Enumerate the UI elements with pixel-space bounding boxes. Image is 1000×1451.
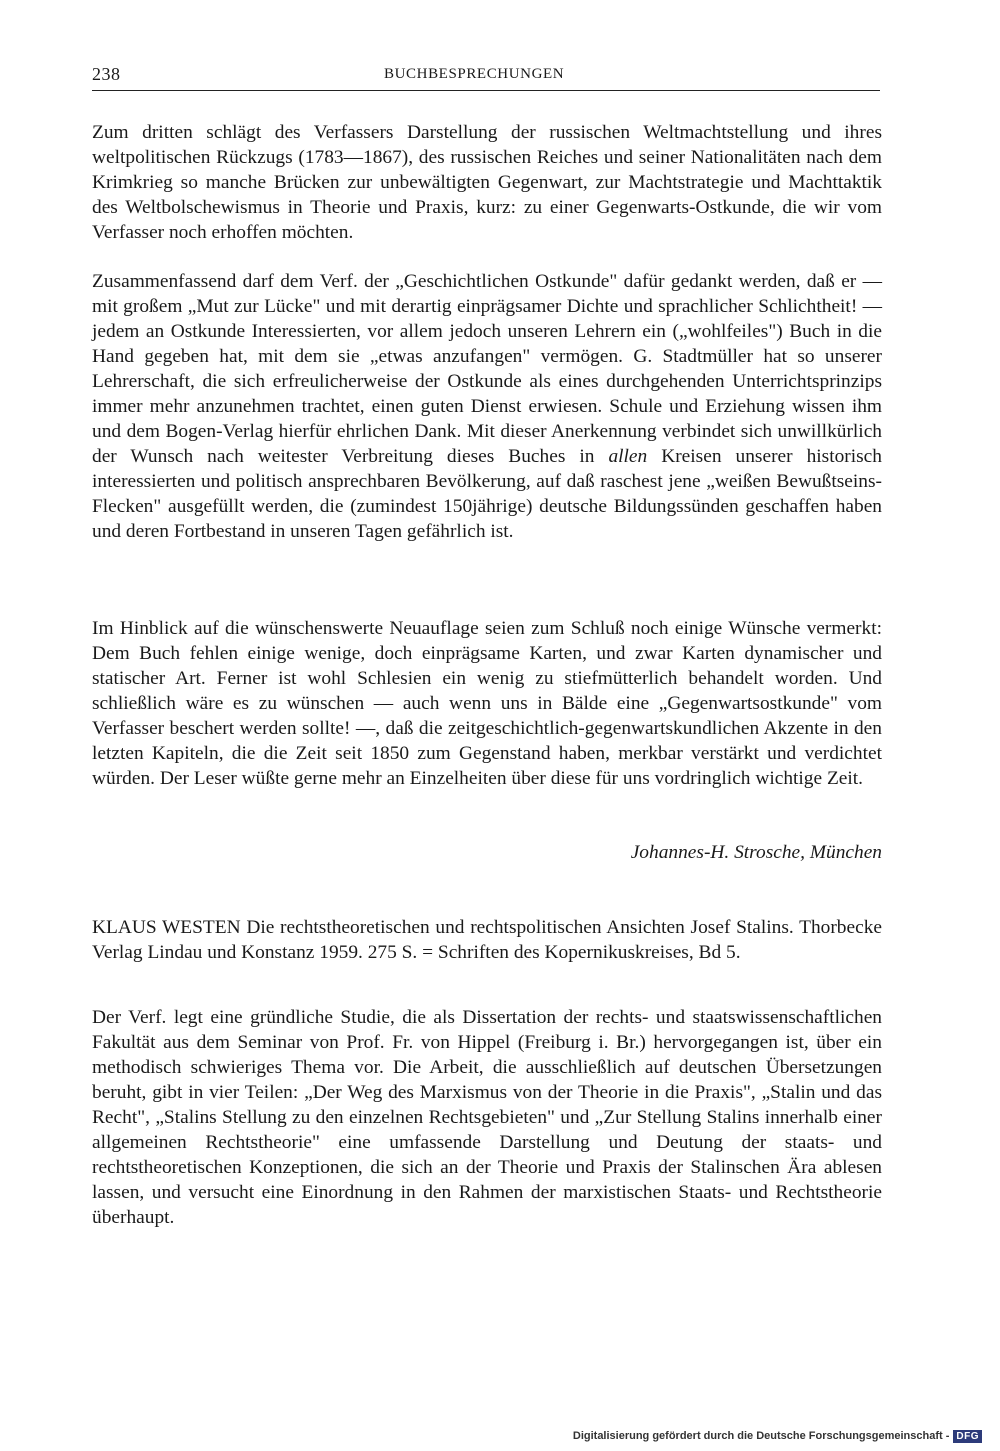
paragraph-2-text-start: Zusammenfassend darf dem Verf. der „Geschichtlichen Ostkunde" dafür gedankt werden, daß er — mit großem „Mut zur Lücke" und mit derartig einprägsamer Dichte und sprachlicher Schlichtheit! — jedem an Ostkunde Interessierten, vor allem jedoch unseren Lehrern ein („wohlfeiles") Buch in die Hand gegeben hat, mit dem sie „etwas anzufangen" vermögen. G. Stadtmüller hat so unserer Lehrerschaft, die sich erfreulicherweise der Ostkunde als eines durchgehenden Unterrichtsprinzips immer mehr anzunehmen trachtet, einen guten Dienst erwiesen. Schule und Erziehung wissen ihm und dem Bogen-Verlag hierfür ehrlichen Dank. Mit dieser Anerkennung verbindet sich unwillkürlich der Wunsch nach weitester Verbreitung dieses Buches in	[92, 271, 882, 467]
footer-text: Digitalisierung gefördert durch die Deutsche Forschungsgemeinschaft -	[572, 1430, 950, 1442]
paragraph-2	[92, 269, 882, 544]
page-header	[92, 60, 880, 91]
paragraph-1	[92, 120, 882, 245]
emphasis-allen: allen	[608, 446, 648, 467]
digitization-footer	[573, 1428, 982, 1444]
dfg-logo-icon: DFG	[953, 1430, 982, 1443]
book-citation-text: KLAUS WESTEN Die rechtstheoretischen und rechtspolitischen Ansichten Josef Stalins. Thorbecke Verlag Lindau und Konstanz 1959. 275 S. = Schriften des Kopernikuskreises, Bd 5.	[92, 917, 882, 963]
page-number: 238	[92, 64, 121, 84]
reviewer-signature: Johannes-H. Strosche, München	[630, 842, 882, 863]
paragraph-2-text	[92, 269, 882, 544]
paragraph-3	[92, 616, 882, 791]
paragraph-1-text: Zum dritten schlägt des Verfassers Darstellung der russischen Weltmachtstellung und ihres weltpolitischen Rückzugs (1783—1867), des russischen Reiches und seiner Nationalitäten nach dem Krimkrieg so manche Brücken zur unbewältigten Gegenwart, zur Machtstrategie und Machttaktik des Weltbolschewismus in Theorie und Praxis, kurz: zu einer Gegenwarts-Ostkunde, die wir vom Verfasser noch erhoffen möchten.	[92, 122, 882, 243]
paragraph-4	[92, 1005, 882, 1230]
paragraph-2-text-end: Kreisen unserer historisch interessierten und politisch ansprechbaren Bevölkerung, auf daß raschest jene „weißen Bewußtseins-Flecken" ausgefüllt werden, die (zumindest 150jährige) deutsche Bildungssünden geschaffen haben und deren Fortbestand in unseren Tagen gefährlich ist.	[92, 446, 882, 542]
book-citation	[92, 915, 882, 965]
running-head: BUCHBESPRECHUNGEN	[384, 66, 565, 82]
paragraph-3-text: Im Hinblick auf die wünschenswerte Neuauflage seien zum Schluß noch einige Wünsche vermerkt: Dem Buch fehlen einige wenige, doch einprägsame Karten, und zwar Karten dynamischer und statischer Art. Ferner ist wohl Schlesien ein wenig zu stiefmütterlich behandelt worden. Und schließlich wäre es zu wünschen — auch wenn uns in Bälde eine „Gegenwartsostkunde" vom Verfasser beschert werden sollte! —, daß die zeitgeschichtlich-gegenwartskundlichen Akzente in den letzten Kapiteln, die die Zeit seit 1850 zum Gegenstand haben, merkbar verstärkt und verdichtet würden. Der Leser wüßte gerne mehr an Einzelheiten über diese für uns vordringlich wichtige Zeit.	[92, 618, 882, 789]
paragraph-4-text: Der Verf. legt eine gründliche Studie, die als Dissertation der rechts- und staatswissenschaftlichen Fakultät aus dem Seminar von Prof. Fr. von Hippel (Freiburg i. Br.) hervorgegangen ist, über ein methodisch schwieriges Thema vor. Die Arbeit, die ausschließlich auf deutschen Übersetzungen beruht, gibt in vier Teilen: „Der Weg des Marxismus von der Theorie in die Praxis", „Stalin und das Recht", „Stalins Stellung zu den einzelnen Rechtsgebieten" und „Zur Stellung Stalins innerhalb einer allgemeinen Rechtstheorie" eine umfassende Darstellung und Deutung der staats- und rechtstheoretischen Konzeptionen, die sich an der Theorie und Praxis der Stalinschen Ära ablesen lassen, und versucht eine Einordnung in den Rahmen der marxistischen Staats- und Rechtstheorie überhaupt.	[92, 1007, 882, 1228]
